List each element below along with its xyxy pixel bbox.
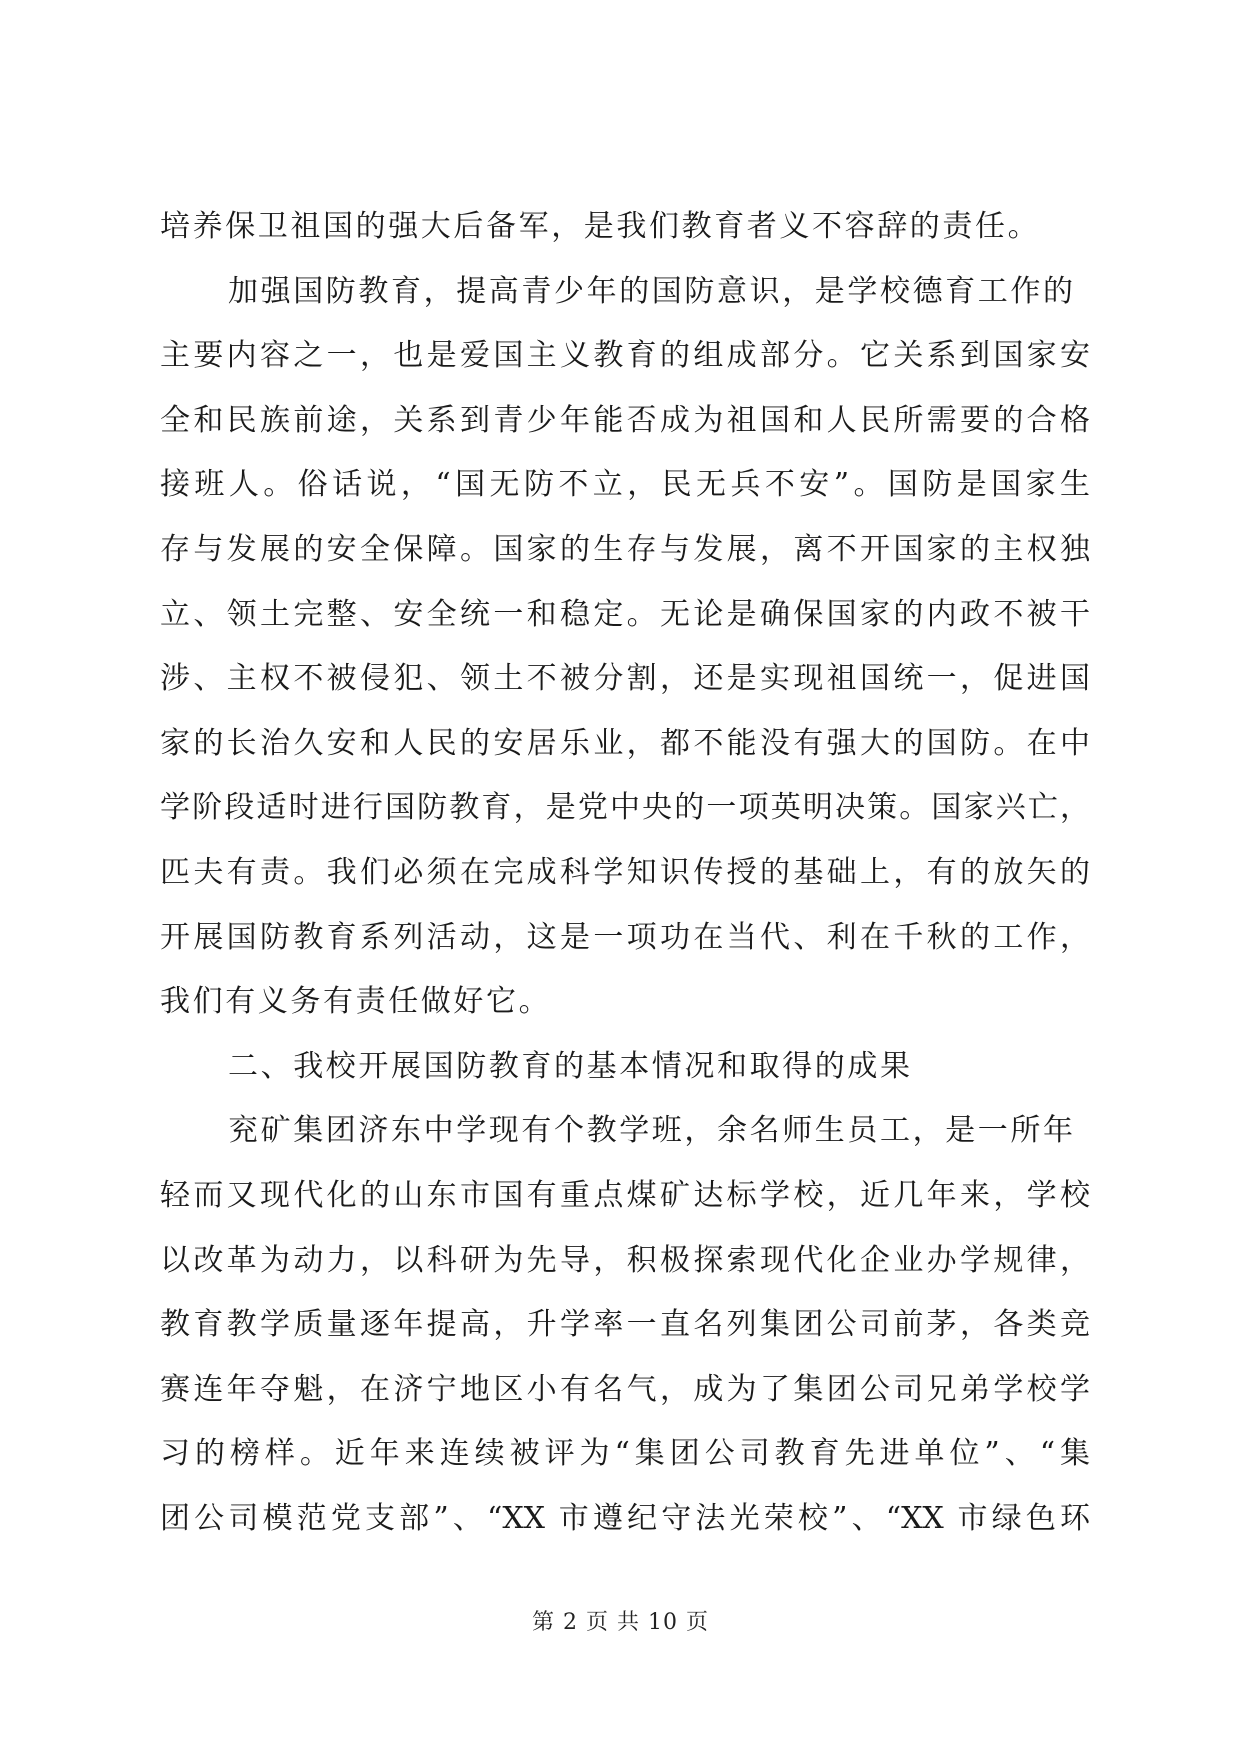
text-line: 学阶段适时进行国防教育，是党中央的一项英明决策。国家兴亡， [160,790,1090,826]
text-line: 涉、主权不被侵犯、领土不被分割，还是实现祖国统一，促进国 [160,661,1090,697]
text-line: 兖矿集团济东中学现有个教学班，余名师生员工，是一所年 [228,1113,1076,1149]
text-line: 存与发展的安全保障。国家的生存与发展，离不开国家的主权独 [160,531,1090,567]
text-line: 习的榜样。近年来连续被评为“集团公司教育先进单位”、“集 [160,1436,1090,1472]
text-line: 培养保卫祖国的强大后备军，是我们教育者义不容辞的责任。 [160,209,1041,244]
text-line: 全和民族前途，关系到青少年能否成为祖国和人民所需要的合格 [160,402,1090,438]
page-number-footer: 第 2 页 共 10 页 [532,1610,709,1635]
section-heading: 二、我校开展国防教育的基本情况和取得的成果 [228,1048,913,1084]
text-line: 团公司模范党支部”、“XX 市遵纪守法光荣校”、“XX 市绿色环 [160,1500,1090,1536]
text-line: 加强国防教育，提高青少年的国防意识，是学校德育工作的 [228,273,1076,309]
text-line: 开展国防教育系列活动，这是一项功在当代、利在千秋的工作， [160,919,1090,955]
text-line: 赛连年夺魁，在济宁地区小有名气，成为了集团公司兄弟学校学 [160,1371,1090,1407]
text-line: 教育教学质量逐年提高，升学率一直名列集团公司前茅，各类竞 [160,1307,1090,1343]
text-line: 匹夫有责。我们必须在完成科学知识传授的基础上，有的放矢的 [160,854,1090,890]
text-line: 接班人。俗话说，“国无防不立，民无兵不安”。国防是国家生 [160,467,1090,503]
text-line: 轻而又现代化的山东市国有重点煤矿达标学校，近几年来，学校 [160,1177,1090,1213]
text-line: 家的长治久安和人民的安居乐业，都不能没有强大的国防。在中 [160,725,1090,761]
text-line: 以改革为动力，以科研为先导，积极探索现代化企业办学规律， [160,1242,1090,1278]
text-line: 我们有义务有责任做好它。 [160,984,552,1020]
document-body [160,195,1090,1551]
text-line: 主要内容之一，也是爱国主义教育的组成部分。它关系到国家安 [160,338,1090,374]
text-line: 立、领土完整、安全统一和稳定。无论是确保国家的内政不被干 [160,596,1090,632]
